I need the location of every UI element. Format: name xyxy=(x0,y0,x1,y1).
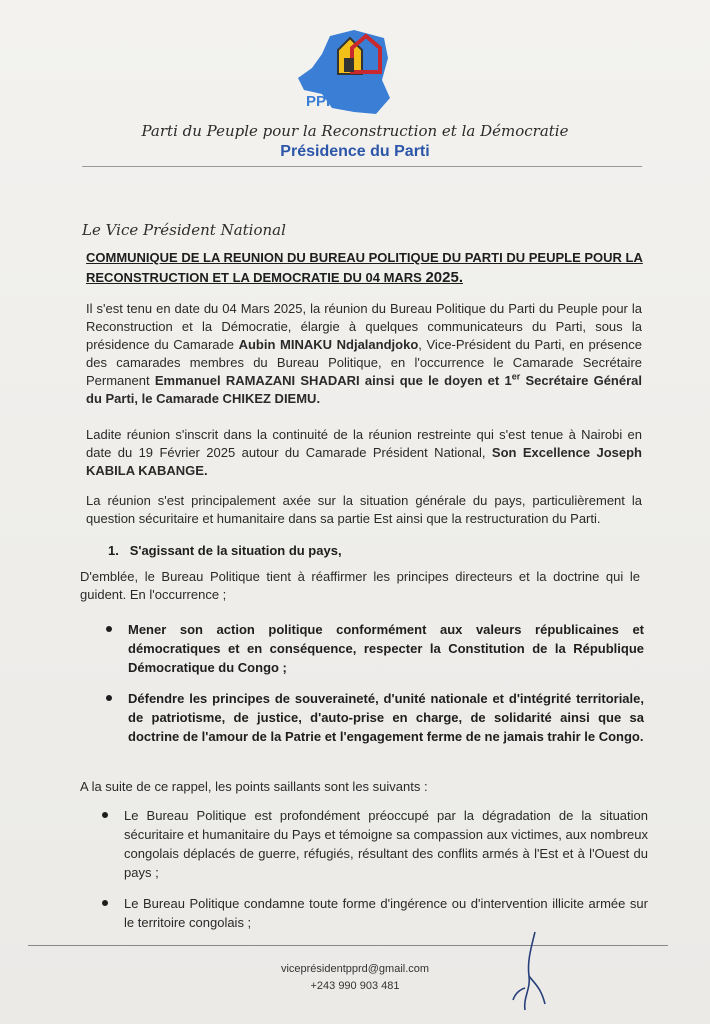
paragraph-principles-intro: D'emblée, le Bureau Politique tient à réaffirmer les principes directeurs et la doctrine qui le guident. En l'occurrence ; xyxy=(80,569,640,602)
list-item xyxy=(100,689,644,746)
superscript: er xyxy=(511,371,521,382)
list-item-text: Le Bureau Politique est profondément préoccupé par la dégradation de la situation sécuritaire et humanitaire du Pays et témoigne sa compassion aux victimes, aux nombreux congolais déplacés de guerre, réfugiés, résultant des conflits armés à l'Est et à l'Ouest du pays ; xyxy=(124,808,648,880)
list-item-text: Mener son action politique conformément aux valeurs républicaines et démocratiques et en conséquence, respecter la Constitution de la République Démocratique du Congo ; xyxy=(128,622,644,675)
paragraph-focus: La réunion s'est principalement axée sur la situation générale du pays, particulièrement la question sécuritaire et humanitaire dans sa partie Est ainsi que la restructuration du Parti. xyxy=(86,493,642,526)
section-number: 1. xyxy=(108,543,119,558)
party-name: Parti du Peuple pour la Reconstruction et la Démocratie xyxy=(141,122,569,140)
author-title: Le Vice Président National xyxy=(82,221,286,239)
signature-icon xyxy=(505,928,565,1018)
presidence-heading: Présidence du Parti xyxy=(280,143,430,160)
title-year: 2025. xyxy=(425,269,464,286)
paragraph-text: Ladite réunion s'inscrit dans la continuité de la réunion restreinte qui s'est tenue à Nairobi en date du 19 Février 2025 autour du Camarade Président National, xyxy=(86,427,642,460)
paragraph-nairobi xyxy=(86,426,642,480)
svg-text:PPRD: PPRD xyxy=(306,93,348,110)
paragraph-points-intro: A la suite de ce rappel, les points saillants sont les suivants : xyxy=(80,779,428,794)
points-list xyxy=(96,806,648,944)
list-item-text: Défendre les principes de souveraineté, d'unité nationale et d'intégrité territoriale, de patriotisme, de justice, d'auto-prise en charge, de solidarité ainsi que sa doctrine de l'amour de la Patrie et l'engagement ferme de ne jamais trahir le Congo. xyxy=(128,691,644,744)
list-item xyxy=(100,620,644,677)
paragraph-text: Il s'est tenu en date du 04 Mars 2025, la réunion du Bureau Politique du Parti du Peuple pour la Reconstruction et la Démocratie, élargie à quelques communicateurs du Parti, sous la présidence du Camarade xyxy=(86,301,642,352)
communique-title xyxy=(86,248,646,288)
paragraph-meeting xyxy=(86,300,642,408)
section-title: S'agissant de la situation du pays, xyxy=(129,543,342,558)
pprd-logo xyxy=(292,28,402,120)
title-main: COMMUNIQUE DE LA REUNION DU BUREAU POLITIQUE DU PARTI DU PEUPLE POUR LA RECONSTRUCTION ET LA DEMOCRATIE DU 04 MARS xyxy=(86,250,643,285)
list-item xyxy=(96,806,648,882)
name-kabila: Son Excellence Joseph KABILA KABANGE. xyxy=(86,445,642,478)
header-divider xyxy=(82,166,642,167)
list-item xyxy=(96,894,648,932)
footer-email: viceprésidentpprd@gmail.com xyxy=(280,963,430,975)
bullet-icon xyxy=(102,900,108,906)
section-heading xyxy=(108,543,342,558)
footer xyxy=(0,961,710,995)
bullet-icon xyxy=(106,695,112,701)
list-item-text: Le Bureau Politique condamne toute forme d'ingérence ou d'intervention illicite armée sur le territoire congolais ; xyxy=(124,896,648,930)
name-minaku: Aubin MINAKU Ndjalandjoko xyxy=(238,337,419,352)
principles-list xyxy=(100,620,644,758)
bullet-icon xyxy=(102,812,108,818)
paragraph-text: , Vice-Président du Parti, en présence des camarades membres du Bureau Politique, en l'occurrence le Camarade Secrétaire Permanent xyxy=(86,337,642,388)
name-chikez: Secrétaire Général du Parti, le Camarade CHIKEZ DIEMU. xyxy=(86,373,642,406)
footer-divider xyxy=(28,945,668,946)
footer-phone: +243 990 903 481 xyxy=(310,980,400,992)
bullet-icon xyxy=(106,626,112,632)
name-ramazani: Emmanuel RAMAZANI SHADARI ainsi que le doyen et 1 xyxy=(154,373,512,388)
